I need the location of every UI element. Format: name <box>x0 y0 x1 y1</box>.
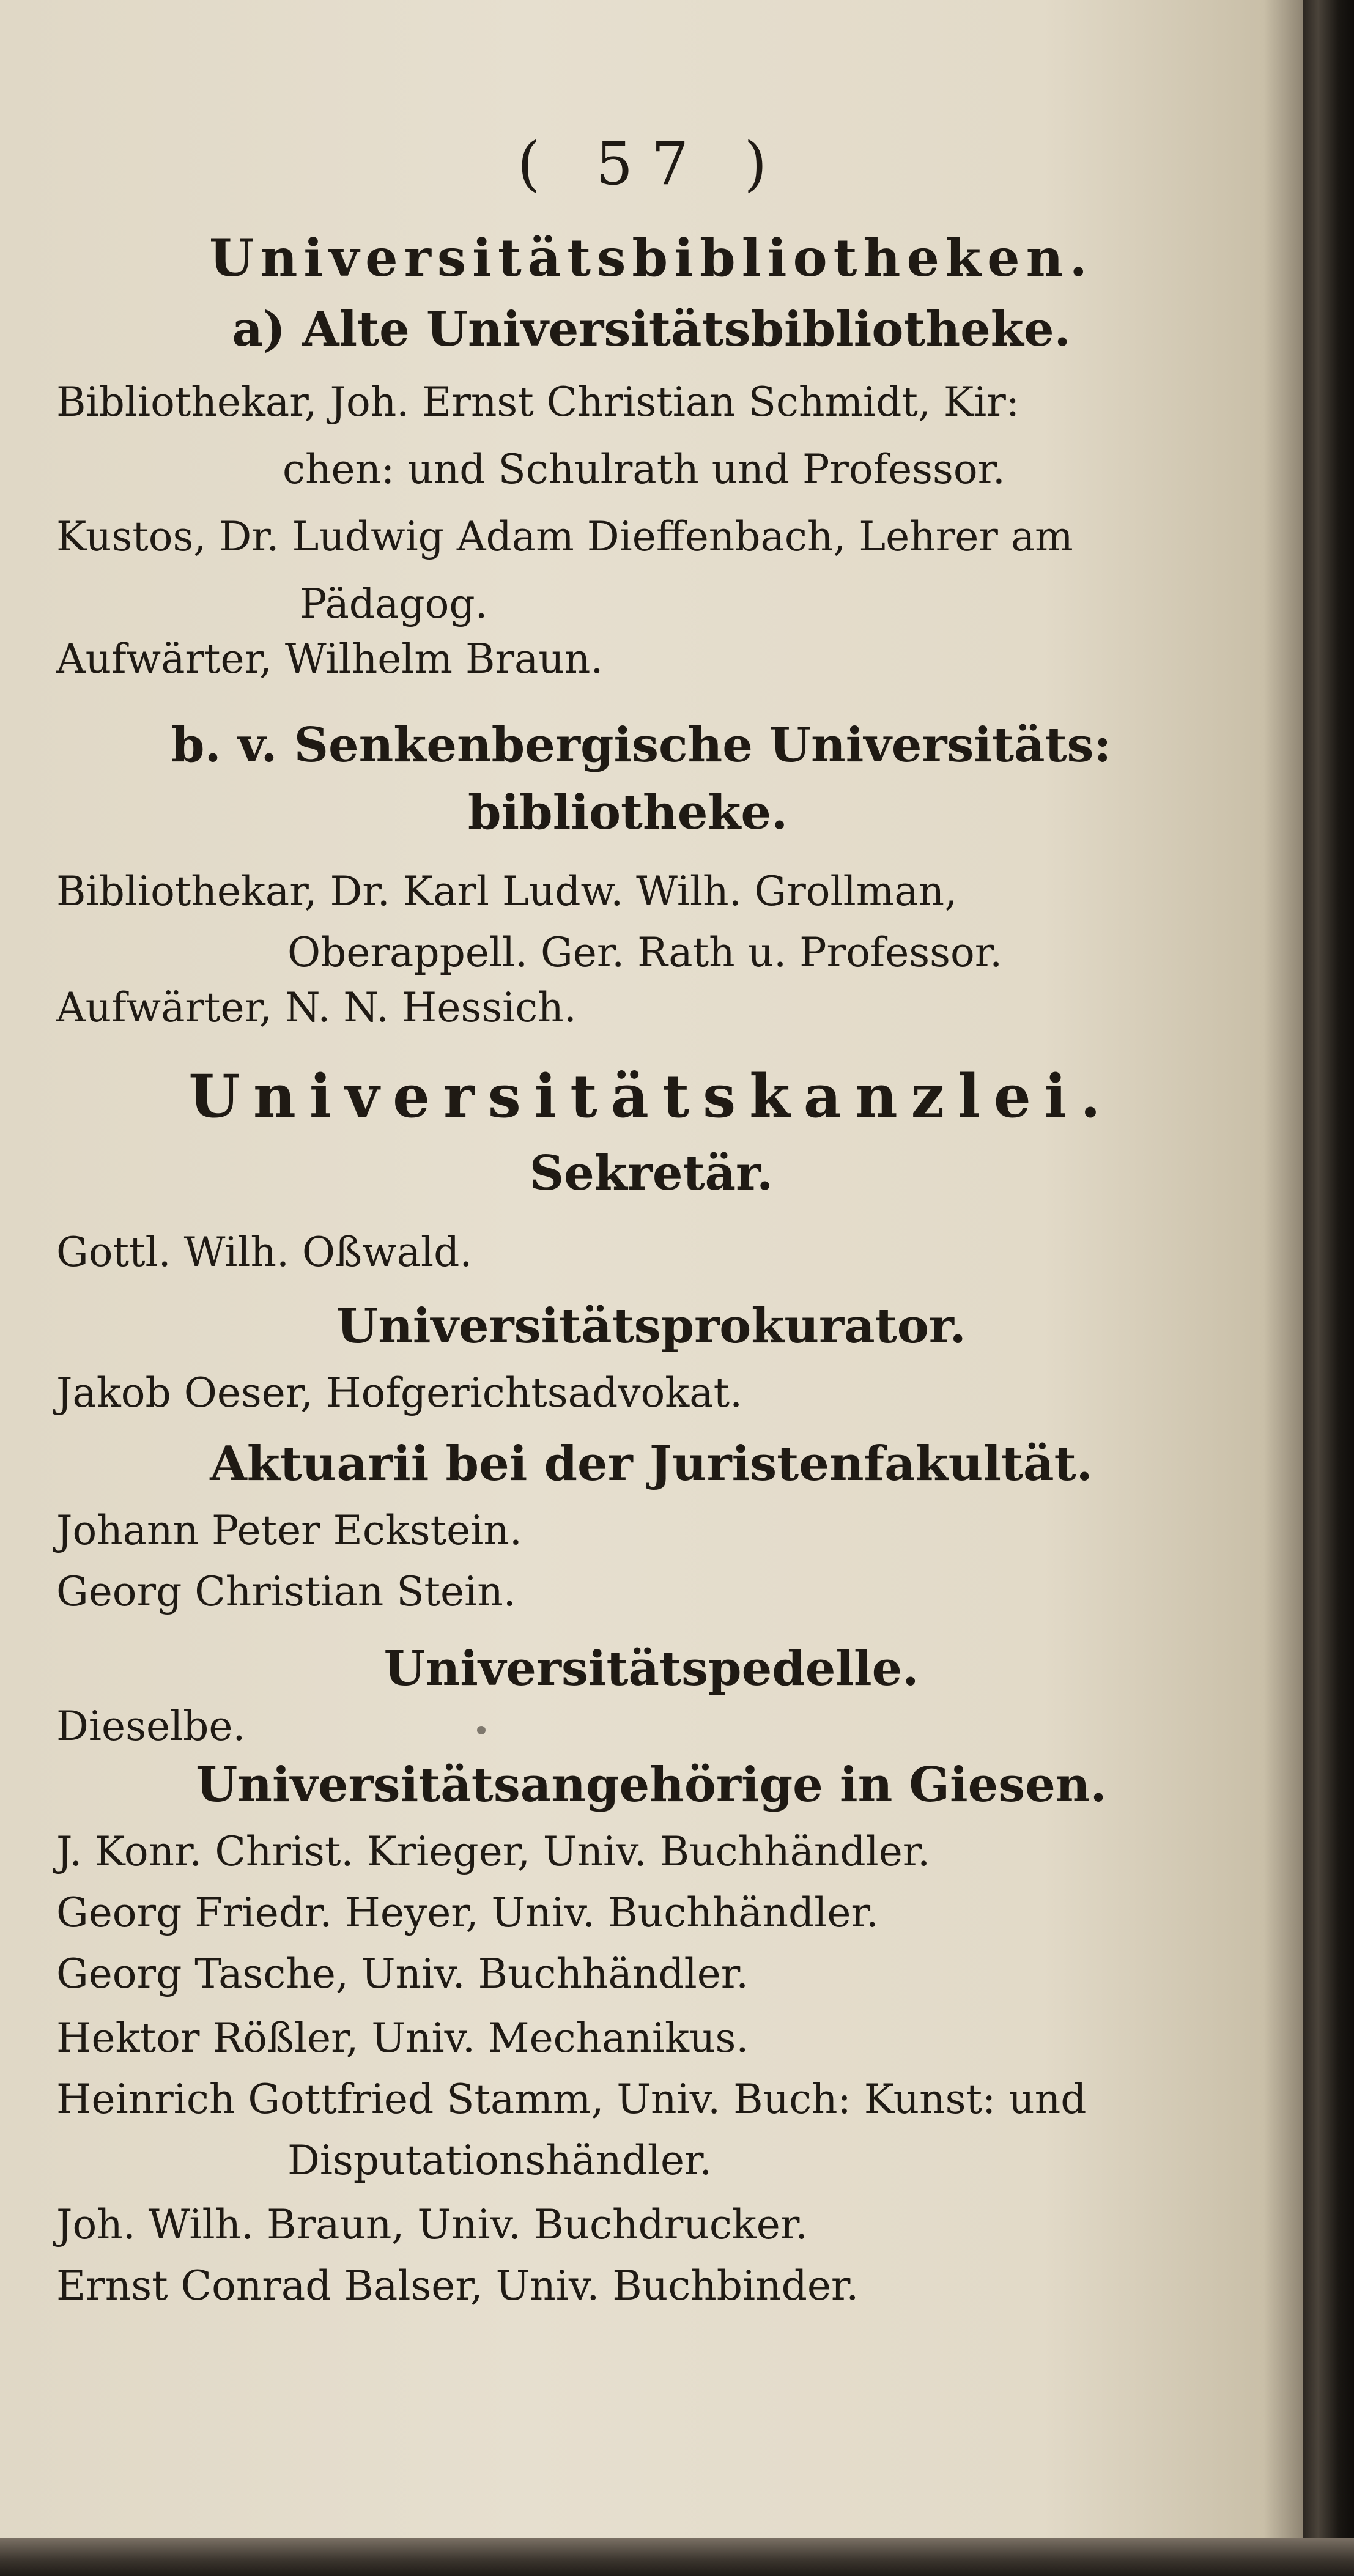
entry-line: Gottl. Wilh. Oßwald. <box>56 1229 473 1276</box>
entry-line: Heinrich Gottfried Stamm, Univ. Buch: Kunst: und <box>56 2076 1087 2123</box>
entry-line: Aufwärter, N. N. Hessich. <box>56 984 577 1031</box>
entry-line: Georg Friedr. Heyer, Univ. Buchhändler. <box>56 1889 879 1936</box>
entry-line: Kustos, Dr. Ludwig Adam Dieffenbach, Lehrer am <box>56 513 1073 560</box>
entry-line: Jakob Oeser, Hofgerichtsadvokat. <box>56 1369 743 1416</box>
heading-universitaetsbibliotheken: Universitätsbibliotheken. <box>209 228 1093 288</box>
heading-universitaetsprokurator: Universitätsprokurator. <box>336 1298 966 1354</box>
heading-universitaetspedelle: Universitätspedelle. <box>383 1641 919 1697</box>
entry-line: Bibliothekar, Joh. Ernst Christian Schmidt, Kir: <box>56 379 1020 426</box>
entry-continuation: Pädagog. <box>300 580 488 627</box>
entry-line: Ernst Conrad Balser, Univ. Buchbinder. <box>56 2262 859 2309</box>
entry-line: Joh. Wilh. Braun, Univ. Buchdrucker. <box>56 2201 808 2248</box>
entry-line: Dieselbe. <box>56 1703 246 1750</box>
entry-continuation: Disputationshändler. <box>287 2137 712 2184</box>
entry-continuation: Oberappell. Ger. Rath u. Professor. <box>287 929 1003 976</box>
heading-aktuarii: Aktuarii bei der Juristenfakultät. <box>210 1436 1093 1492</box>
entry-line: Johann Peter Eckstein. <box>56 1507 522 1554</box>
heading-senkenbergische: b. v. Senkenbergische Universitäts: <box>171 717 1112 773</box>
entry-continuation: chen: und Schulrath und Professor. <box>283 446 1005 493</box>
entry-line: Hektor Rößler, Univ. Mechanikus. <box>56 2015 749 2062</box>
entry-line: Aufwärter, Wilhelm Braun. <box>56 635 604 683</box>
page-number: ( 57 ) <box>517 130 786 198</box>
book-spine <box>1303 0 1354 2576</box>
entry-line: Bibliothekar, Dr. Karl Ludw. Wilh. Grollman, <box>56 868 958 915</box>
subheading-sekretaer: Sekretär. <box>529 1146 774 1201</box>
ink-dot <box>477 1726 486 1734</box>
entry-line: Georg Christian Stein. <box>56 1568 516 1615</box>
heading-universitaetskanzlei: Universitätskanzlei. <box>188 1062 1114 1131</box>
subheading-alte-bibliothek: a) Alte Universitätsbibliotheke. <box>232 302 1071 357</box>
entry-line: Georg Tasche, Univ. Buchhändler. <box>56 1950 749 1997</box>
page-bottom-edge <box>0 2538 1354 2576</box>
entry-line: J. Konr. Christ. Krieger, Univ. Buchhändler. <box>56 1828 931 1875</box>
heading-senkenbergische-cont: bibliotheke. <box>468 785 788 840</box>
heading-universitaetsangehoerige: Universitätsangehörige in Giesen. <box>196 1757 1107 1813</box>
